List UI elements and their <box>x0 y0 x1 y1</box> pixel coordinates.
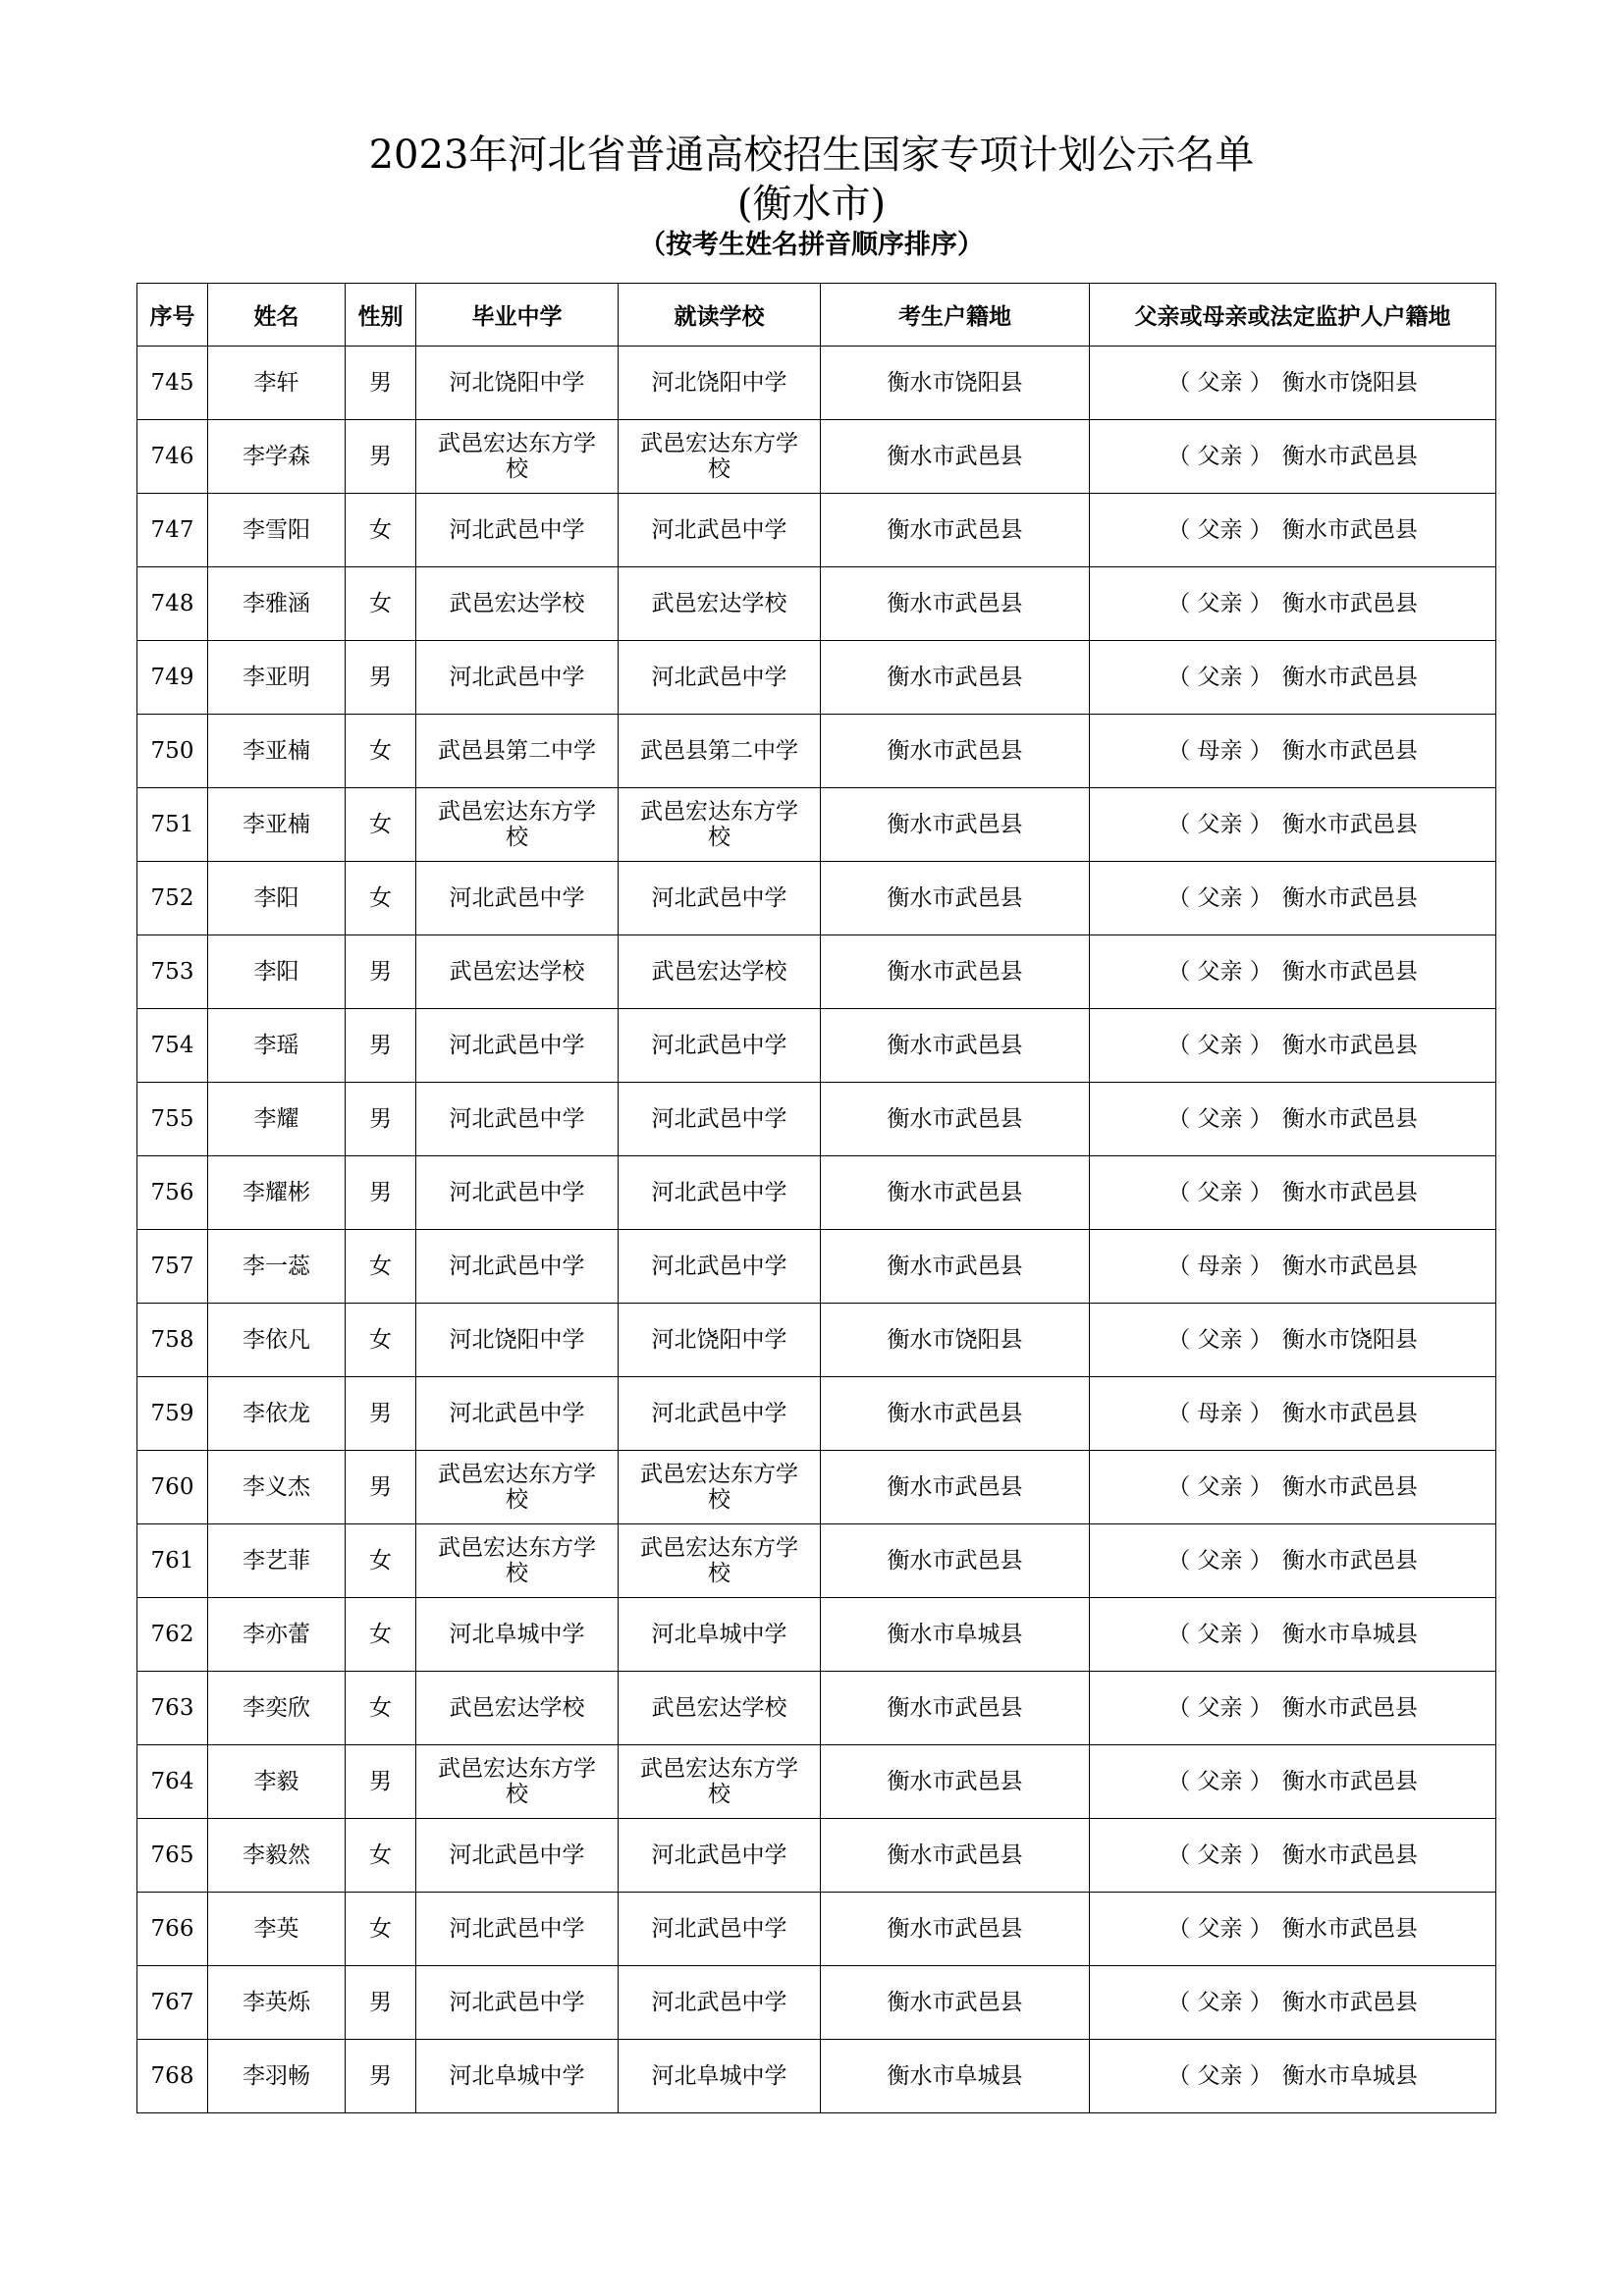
cell-guardian <box>1090 1819 1496 1893</box>
cell-grad-school: 武邑宏达学校 <box>416 1672 619 1745</box>
cell-grad-school: 河北阜城中学 <box>416 2040 619 2113</box>
guardian-place: 衡水市武邑县 <box>1281 444 1418 469</box>
header-household: 考生户籍地 <box>821 284 1090 347</box>
guardian-relation: （ 父亲 ） <box>1167 1622 1272 1647</box>
cell-name: 李羽畅 <box>208 2040 346 2113</box>
guardian-place: 衡水市武邑县 <box>1281 959 1418 985</box>
table-row <box>137 1966 1496 2040</box>
guardian-relation: （ 父亲 ） <box>1167 885 1272 911</box>
guardian-place: 衡水市武邑县 <box>1281 665 1418 690</box>
cell-guardian <box>1090 494 1496 567</box>
cell-seq: 757 <box>137 1230 208 1304</box>
cell-gender: 男 <box>346 420 416 494</box>
cell-guardian <box>1090 1156 1496 1230</box>
cell-name: 李阳 <box>208 862 346 935</box>
cell-seq: 763 <box>137 1672 208 1745</box>
cell-household: 衡水市武邑县 <box>821 1083 1090 1156</box>
cell-household: 衡水市武邑县 <box>821 935 1090 1009</box>
cell-name: 李雅涵 <box>208 567 346 641</box>
guardian-relation: （ 父亲 ） <box>1167 1916 1272 1942</box>
cell-grad-school: 河北武邑中学 <box>416 1230 619 1304</box>
guardian-place: 衡水市武邑县 <box>1281 1180 1418 1205</box>
roster-table <box>136 283 1496 2113</box>
guardian-place: 衡水市武邑县 <box>1281 738 1418 764</box>
guardian-relation: （ 父亲 ） <box>1167 591 1272 616</box>
cell-study-school: 河北武邑中学 <box>619 1377 821 1451</box>
cell-name: 李奕欣 <box>208 1672 346 1745</box>
guardian-relation: （ 母亲 ） <box>1167 738 1272 764</box>
header-gender: 性别 <box>346 284 416 347</box>
cell-seq: 748 <box>137 567 208 641</box>
table-row <box>137 1083 1496 1156</box>
cell-grad-school: 河北武邑中学 <box>416 1966 619 2040</box>
guardian-relation: （ 父亲 ） <box>1167 1769 1272 1794</box>
guardian-place: 衡水市武邑县 <box>1281 1695 1418 1721</box>
cell-household: 衡水市阜城县 <box>821 2040 1090 2113</box>
guardian-place: 衡水市阜城县 <box>1281 1622 1418 1647</box>
table-row <box>137 1819 1496 1893</box>
cell-seq: 765 <box>137 1819 208 1893</box>
cell-gender: 女 <box>346 1819 416 1893</box>
cell-household: 衡水市武邑县 <box>821 1966 1090 2040</box>
cell-name: 李义杰 <box>208 1451 346 1524</box>
cell-seq: 745 <box>137 347 208 420</box>
cell-household: 衡水市武邑县 <box>821 420 1090 494</box>
table-row <box>137 1451 1496 1524</box>
guardian-place: 衡水市武邑县 <box>1281 812 1418 837</box>
cell-study-school: 武邑宏达东方学校 <box>619 1451 821 1524</box>
table-row <box>137 862 1496 935</box>
cell-grad-school: 武邑宏达东方学校 <box>416 1451 619 1524</box>
guardian-place: 衡水市武邑县 <box>1281 591 1418 616</box>
cell-gender: 女 <box>346 1598 416 1672</box>
cell-guardian <box>1090 1524 1496 1598</box>
cell-guardian <box>1090 347 1496 420</box>
guardian-relation: （ 父亲 ） <box>1167 1548 1272 1574</box>
cell-seq: 762 <box>137 1598 208 1672</box>
cell-grad-school: 河北武邑中学 <box>416 1893 619 1966</box>
guardian-relation: （ 父亲 ） <box>1167 1327 1272 1353</box>
guardian-relation: （ 母亲 ） <box>1167 1401 1272 1426</box>
cell-study-school: 河北武邑中学 <box>619 1230 821 1304</box>
cell-household: 衡水市武邑县 <box>821 1524 1090 1598</box>
cell-seq: 754 <box>137 1009 208 1083</box>
cell-gender: 男 <box>346 1451 416 1524</box>
guardian-place: 衡水市武邑县 <box>1281 1033 1418 1058</box>
guardian-relation: （ 父亲 ） <box>1167 1990 1272 2015</box>
cell-gender: 女 <box>346 494 416 567</box>
cell-household: 衡水市饶阳县 <box>821 347 1090 420</box>
cell-name: 李亦蕾 <box>208 1598 346 1672</box>
cell-name: 李艺菲 <box>208 1524 346 1598</box>
cell-name: 李亚明 <box>208 641 346 715</box>
cell-name: 李阳 <box>208 935 346 1009</box>
cell-name: 李英 <box>208 1893 346 1966</box>
cell-seq: 755 <box>137 1083 208 1156</box>
cell-guardian <box>1090 1304 1496 1377</box>
guardian-relation: （ 父亲 ） <box>1167 517 1272 543</box>
cell-grad-school: 河北武邑中学 <box>416 1009 619 1083</box>
cell-gender: 男 <box>346 641 416 715</box>
table-row <box>137 1893 1496 1966</box>
cell-study-school: 河北武邑中学 <box>619 1893 821 1966</box>
cell-name: 李依凡 <box>208 1304 346 1377</box>
cell-grad-school: 武邑宏达学校 <box>416 935 619 1009</box>
cell-grad-school: 武邑宏达东方学校 <box>416 1745 619 1819</box>
cell-household: 衡水市武邑县 <box>821 494 1090 567</box>
cell-name: 李轩 <box>208 347 346 420</box>
guardian-relation: （ 父亲 ） <box>1167 665 1272 690</box>
cell-seq: 752 <box>137 862 208 935</box>
table-row <box>137 1598 1496 1672</box>
cell-study-school: 武邑宏达东方学校 <box>619 1524 821 1598</box>
cell-guardian <box>1090 1893 1496 1966</box>
cell-seq: 767 <box>137 1966 208 2040</box>
cell-study-school: 河北武邑中学 <box>619 862 821 935</box>
cell-grad-school: 河北饶阳中学 <box>416 1304 619 1377</box>
cell-name: 李耀 <box>208 1083 346 1156</box>
cell-guardian <box>1090 1672 1496 1745</box>
cell-gender: 男 <box>346 1745 416 1819</box>
cell-gender: 女 <box>346 788 416 862</box>
guardian-relation: （ 父亲 ） <box>1167 1474 1272 1500</box>
cell-study-school: 河北武邑中学 <box>619 1966 821 2040</box>
cell-gender: 男 <box>346 1083 416 1156</box>
cell-gender: 男 <box>346 347 416 420</box>
guardian-relation: （ 父亲 ） <box>1167 959 1272 985</box>
table-row <box>137 1009 1496 1083</box>
guardian-place: 衡水市武邑县 <box>1281 1990 1418 2015</box>
table-row <box>137 641 1496 715</box>
cell-household: 衡水市武邑县 <box>821 1377 1090 1451</box>
cell-study-school: 武邑宏达学校 <box>619 1672 821 1745</box>
guardian-relation: （ 父亲 ） <box>1167 444 1272 469</box>
cell-name: 李亚楠 <box>208 715 346 788</box>
guardian-relation: （ 父亲 ） <box>1167 1033 1272 1058</box>
guardian-place: 衡水市武邑县 <box>1281 1254 1418 1279</box>
cell-guardian <box>1090 1083 1496 1156</box>
cell-grad-school: 武邑宏达东方学校 <box>416 1524 619 1598</box>
table-row <box>137 567 1496 641</box>
cell-name: 李学森 <box>208 420 346 494</box>
table-row <box>137 1524 1496 1598</box>
cell-study-school: 河北武邑中学 <box>619 1009 821 1083</box>
cell-household: 衡水市武邑县 <box>821 715 1090 788</box>
cell-guardian <box>1090 788 1496 862</box>
cell-guardian <box>1090 1966 1496 2040</box>
cell-study-school: 武邑县第二中学 <box>619 715 821 788</box>
header-guardian: 父亲或母亲或法定监护人户籍地 <box>1090 284 1496 347</box>
cell-gender: 男 <box>346 1966 416 2040</box>
cell-name: 李毅 <box>208 1745 346 1819</box>
guardian-place: 衡水市武邑县 <box>1281 885 1418 911</box>
cell-seq: 760 <box>137 1451 208 1524</box>
guardian-relation: （ 父亲 ） <box>1167 370 1272 396</box>
cell-grad-school: 河北武邑中学 <box>416 494 619 567</box>
roster-body <box>137 347 1496 2113</box>
cell-gender: 男 <box>346 2040 416 2113</box>
guardian-place: 衡水市阜城县 <box>1281 2063 1418 2089</box>
guardian-place: 衡水市武邑县 <box>1281 1106 1418 1132</box>
cell-gender: 男 <box>346 1377 416 1451</box>
cell-study-school: 武邑宏达东方学校 <box>619 1745 821 1819</box>
guardian-place: 衡水市饶阳县 <box>1281 370 1418 396</box>
guardian-relation: （ 父亲 ） <box>1167 1695 1272 1721</box>
cell-grad-school: 河北武邑中学 <box>416 862 619 935</box>
cell-name: 李毅然 <box>208 1819 346 1893</box>
cell-study-school: 河北饶阳中学 <box>619 347 821 420</box>
table-row <box>137 788 1496 862</box>
cell-seq: 750 <box>137 715 208 788</box>
cell-name: 李雪阳 <box>208 494 346 567</box>
cell-study-school: 河北武邑中学 <box>619 1083 821 1156</box>
cell-study-school: 河北武邑中学 <box>619 641 821 715</box>
cell-grad-school: 河北饶阳中学 <box>416 347 619 420</box>
cell-guardian <box>1090 1598 1496 1672</box>
guardian-relation: （ 母亲 ） <box>1167 1254 1272 1279</box>
guardian-place: 衡水市饶阳县 <box>1281 1327 1418 1353</box>
cell-name: 李英烁 <box>208 1966 346 2040</box>
cell-name: 李瑶 <box>208 1009 346 1083</box>
document-title: 2023年河北省普通高校招生国家专项计划公示名单 <box>368 133 1255 178</box>
guardian-place: 衡水市武邑县 <box>1281 517 1418 543</box>
cell-seq: 751 <box>137 788 208 862</box>
cell-guardian <box>1090 641 1496 715</box>
cell-guardian <box>1090 862 1496 935</box>
cell-household: 衡水市武邑县 <box>821 1009 1090 1083</box>
cell-household: 衡水市武邑县 <box>821 1451 1090 1524</box>
document-subtitle: (衡水市) <box>736 182 887 227</box>
cell-study-school: 河北阜城中学 <box>619 2040 821 2113</box>
cell-gender: 男 <box>346 1009 416 1083</box>
table-row <box>137 347 1496 420</box>
table-row <box>137 1745 1496 1819</box>
table-row <box>137 1304 1496 1377</box>
cell-study-school: 武邑宏达东方学校 <box>619 788 821 862</box>
cell-study-school: 武邑宏达东方学校 <box>619 420 821 494</box>
cell-guardian <box>1090 1230 1496 1304</box>
cell-grad-school: 河北武邑中学 <box>416 1156 619 1230</box>
header-grad-school: 毕业中学 <box>416 284 619 347</box>
cell-household: 衡水市武邑县 <box>821 567 1090 641</box>
cell-gender: 女 <box>346 715 416 788</box>
cell-guardian <box>1090 420 1496 494</box>
cell-guardian <box>1090 1009 1496 1083</box>
cell-name: 李一蕊 <box>208 1230 346 1304</box>
cell-household: 衡水市武邑县 <box>821 1156 1090 1230</box>
table-row <box>137 935 1496 1009</box>
cell-study-school: 武邑宏达学校 <box>619 935 821 1009</box>
cell-seq: 764 <box>137 1745 208 1819</box>
cell-guardian <box>1090 567 1496 641</box>
guardian-relation: （ 父亲 ） <box>1167 1842 1272 1868</box>
header-row <box>137 284 1496 347</box>
table-row <box>137 420 1496 494</box>
cell-guardian <box>1090 935 1496 1009</box>
cell-gender: 女 <box>346 1304 416 1377</box>
table-row <box>137 1156 1496 1230</box>
sort-note: （按考生姓名拼音顺序排序） <box>639 230 984 260</box>
cell-seq: 761 <box>137 1524 208 1598</box>
guardian-relation: （ 父亲 ） <box>1167 1106 1272 1132</box>
guardian-relation: （ 父亲 ） <box>1167 2063 1272 2089</box>
cell-household: 衡水市武邑县 <box>821 1819 1090 1893</box>
cell-seq: 753 <box>137 935 208 1009</box>
cell-grad-school: 武邑宏达学校 <box>416 567 619 641</box>
cell-grad-school: 河北武邑中学 <box>416 641 619 715</box>
cell-gender: 男 <box>346 1156 416 1230</box>
cell-seq: 768 <box>137 2040 208 2113</box>
table-row <box>137 1672 1496 1745</box>
cell-guardian <box>1090 1451 1496 1524</box>
cell-household: 衡水市武邑县 <box>821 862 1090 935</box>
cell-name: 李亚楠 <box>208 788 346 862</box>
cell-seq: 747 <box>137 494 208 567</box>
cell-grad-school: 河北武邑中学 <box>416 1083 619 1156</box>
cell-seq: 759 <box>137 1377 208 1451</box>
guardian-place: 衡水市武邑县 <box>1281 1769 1418 1794</box>
guardian-relation: （ 父亲 ） <box>1167 1180 1272 1205</box>
cell-study-school: 河北武邑中学 <box>619 1156 821 1230</box>
header-name: 姓名 <box>208 284 346 347</box>
cell-household: 衡水市武邑县 <box>821 1893 1090 1966</box>
cell-household: 衡水市武邑县 <box>821 641 1090 715</box>
cell-guardian <box>1090 1745 1496 1819</box>
cell-guardian <box>1090 715 1496 788</box>
cell-household: 衡水市武邑县 <box>821 1672 1090 1745</box>
cell-gender: 女 <box>346 567 416 641</box>
table-row <box>137 1377 1496 1451</box>
cell-gender: 女 <box>346 862 416 935</box>
cell-name: 李依龙 <box>208 1377 346 1451</box>
cell-seq: 756 <box>137 1156 208 1230</box>
cell-study-school: 河北阜城中学 <box>619 1598 821 1672</box>
cell-household: 衡水市武邑县 <box>821 1745 1090 1819</box>
cell-guardian <box>1090 2040 1496 2113</box>
guardian-relation: （ 父亲 ） <box>1167 812 1272 837</box>
cell-seq: 749 <box>137 641 208 715</box>
cell-gender: 男 <box>346 935 416 1009</box>
cell-household: 衡水市阜城县 <box>821 1598 1090 1672</box>
cell-gender: 女 <box>346 1893 416 1966</box>
table-row <box>137 715 1496 788</box>
cell-study-school: 武邑宏达学校 <box>619 567 821 641</box>
guardian-place: 衡水市武邑县 <box>1281 1401 1418 1426</box>
cell-study-school: 河北饶阳中学 <box>619 1304 821 1377</box>
cell-guardian <box>1090 1377 1496 1451</box>
cell-grad-school: 武邑宏达东方学校 <box>416 788 619 862</box>
cell-grad-school: 河北武邑中学 <box>416 1377 619 1451</box>
cell-household: 衡水市饶阳县 <box>821 1304 1090 1377</box>
cell-grad-school: 武邑县第二中学 <box>416 715 619 788</box>
guardian-place: 衡水市武邑县 <box>1281 1916 1418 1942</box>
cell-gender: 女 <box>346 1524 416 1598</box>
cell-household: 衡水市武邑县 <box>821 788 1090 862</box>
header-study-school: 就读学校 <box>619 284 821 347</box>
cell-study-school: 河北武邑中学 <box>619 1819 821 1893</box>
table-row <box>137 2040 1496 2113</box>
cell-gender: 女 <box>346 1230 416 1304</box>
cell-name: 李耀彬 <box>208 1156 346 1230</box>
cell-grad-school: 武邑宏达东方学校 <box>416 420 619 494</box>
cell-gender: 女 <box>346 1672 416 1745</box>
cell-seq: 746 <box>137 420 208 494</box>
table-row <box>137 494 1496 567</box>
cell-grad-school: 河北武邑中学 <box>416 1819 619 1893</box>
cell-household: 衡水市武邑县 <box>821 1230 1090 1304</box>
cell-seq: 758 <box>137 1304 208 1377</box>
guardian-place: 衡水市武邑县 <box>1281 1842 1418 1868</box>
guardian-place: 衡水市武邑县 <box>1281 1474 1418 1500</box>
table-row <box>137 1230 1496 1304</box>
cell-seq: 766 <box>137 1893 208 1966</box>
cell-grad-school: 河北阜城中学 <box>416 1598 619 1672</box>
header-seq: 序号 <box>137 284 208 347</box>
cell-study-school: 河北武邑中学 <box>619 494 821 567</box>
guardian-place: 衡水市武邑县 <box>1281 1548 1418 1574</box>
